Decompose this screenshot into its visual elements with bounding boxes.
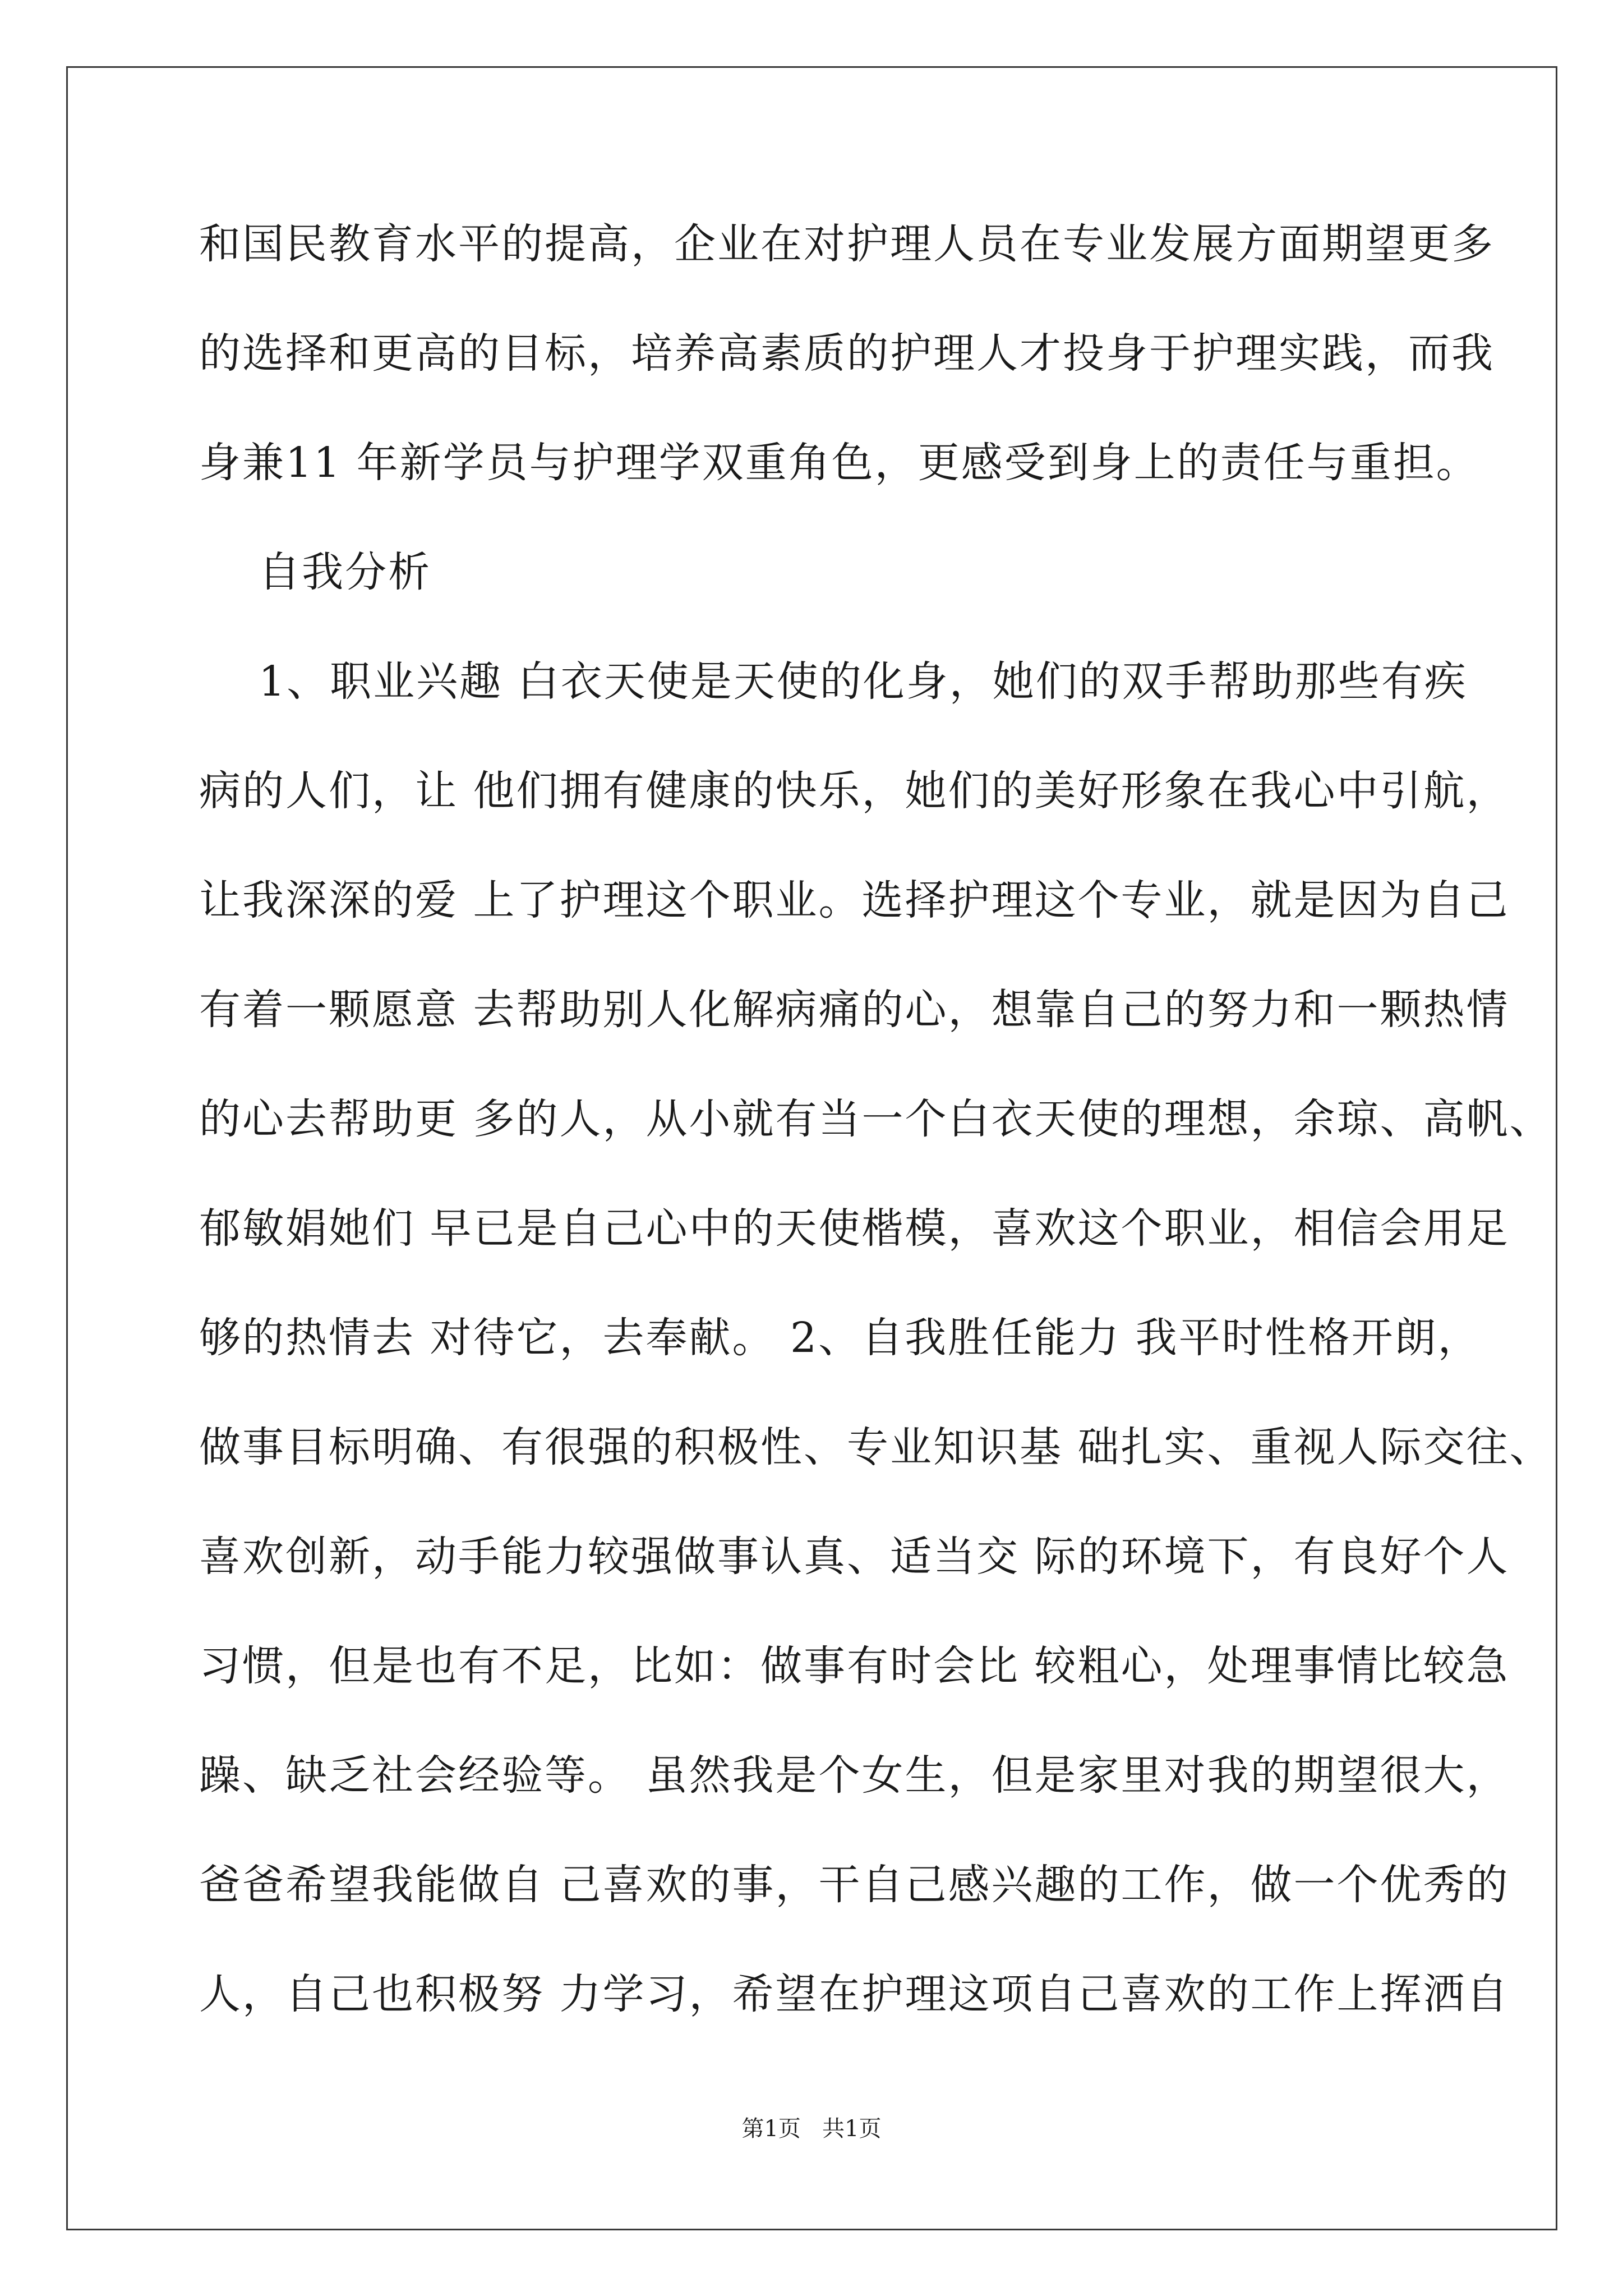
body-line-8: 有着一颗愿意 去帮助别人化解病痛的心，想靠自己的努力和一颗热情 (199, 986, 1510, 1034)
body-line-12: 做事目标明确、有很强的积极性、专业知识基 础扎实、重视人际交往、 (199, 1423, 1553, 1471)
body-line-7: 让我深深的爱 上了护理这个职业。选择护理这个专业，就是因为自己 (199, 876, 1510, 924)
body-line-6: 病的人们，让 他们拥有健康的快乐，她们的美好形象在我心中引航， (199, 767, 1510, 815)
body-line-3: 身兼11 年新学员与护理学双重角色，更感受到身上的责任与重担。 (199, 439, 1479, 487)
body-line-2: 的选择和更高的目标，培养高素质的护理人才投身于护理实践，而我 (199, 329, 1495, 378)
body-line-5: 1、职业兴趣 白衣天使是天使的化身，她们的双手帮助那些有疾 (199, 657, 1468, 706)
body-line-14: 习惯，但是也有不足，比如：做事有时会比 较粗心，处理事情比较急 (199, 1642, 1510, 1690)
page-number-footer: 第1页 共1页 (741, 2116, 882, 2142)
body-line-11: 够的热情去 对待它，去奉献。 2、自我胜任能力 我平时性格开朗， (199, 1314, 1481, 1362)
body-line-9: 的心去帮助更 多的人，从小就有当一个白衣天使的理想，余琼、高帆、 (199, 1095, 1553, 1143)
body-line-1: 和国民教育水平的提高，企业在对护理人员在专业发展方面期望更多 (199, 220, 1495, 268)
body-line-15: 躁、缺乏社会经验等。 虽然我是个女生，但是家里对我的期望很大， (199, 1751, 1510, 1800)
body-line-13: 喜欢创新，动手能力较强做事认真、适当交 际的环境下，有良好个人 (199, 1533, 1510, 1581)
body-line-17: 人，自己也积极努 力学习，希望在护理这项自己喜欢的工作上挥洒自 (199, 1970, 1510, 2018)
body-line-10: 郁敏娟她们 早已是自己心中的天使楷模，喜欢这个职业，相信会用足 (199, 1204, 1510, 1253)
section-heading: 自我分析 (199, 548, 432, 596)
body-line-16: 爸爸希望我能做自 己喜欢的事，干自己感兴趣的工作，做一个优秀的 (199, 1861, 1510, 1909)
